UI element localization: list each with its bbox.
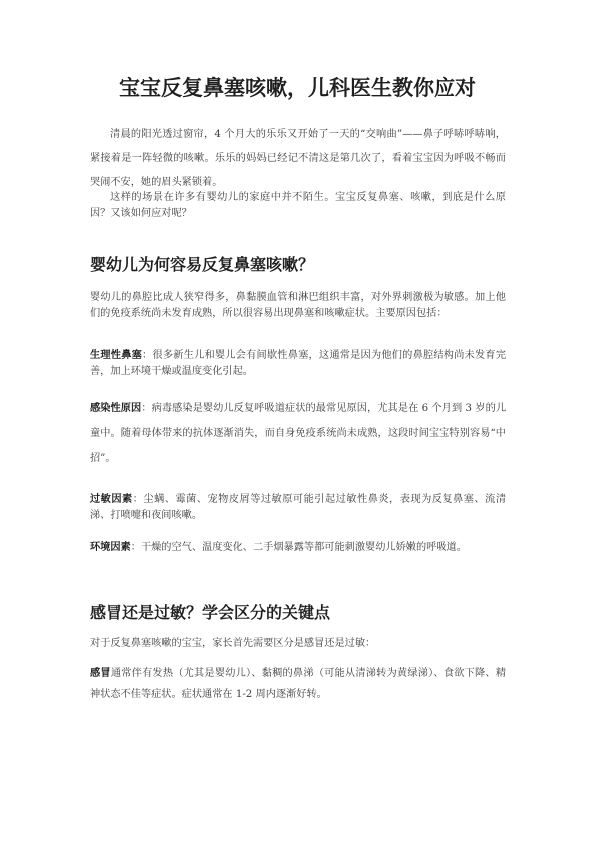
intro-paragraph-1: 清晨的阳光透过窗帘，4 个月大的乐乐又开始了一天的“交响曲”——鼻子呼哧呼哧响，紧接着是一阵轻微的咳嗽。乐乐的妈妈已经记不清这是第几次了，看着宝宝因为呼吸不畅而哭闹不安，她的眉头紧锁着。 (90, 129, 506, 188)
cause-item-allergy (90, 491, 506, 524)
cause-term: 生理性鼻塞 (90, 349, 143, 361)
intro-paragraph-2: 这样的场景在许多有婴幼儿的家庭中并不陌生。宝宝反复鼻塞、咳嗽，到底是什么原因？又该如何应对呢？ (90, 192, 506, 219)
cold-term: 感冒 (90, 667, 111, 679)
cause-text: 很多新生儿和婴儿会有间歇性鼻塞，这通常是因为他们的鼻腔结构尚未发育完善，加上环境干燥或温度变化引起。 (90, 350, 507, 377)
cause-term: 感染性原因 (90, 402, 142, 414)
cold-text: 通常伴有发热（尤其是婴幼儿）、黏稠的鼻涕（可能从清涕转为黄绿涕）、食欲下降、精神状态不佳等症状。症状通常在 1-2 周内逐渐好转。 (90, 668, 507, 700)
cause-text: 干燥的空气、温度变化、二手烟暴露等都可能刺激婴幼儿娇嫩的呼吸道。 (140, 542, 467, 553)
section-heading-cold-vs-allergy: 感冒还是过敏？学会区分的关键点 (90, 603, 331, 622)
cause-separator: ： (132, 494, 144, 505)
cause-item-environment (90, 539, 506, 556)
cause-separator: ： (130, 542, 141, 553)
cause-separator: ： (141, 403, 152, 414)
cause-term: 环境因素 (90, 541, 131, 553)
cause-term: 过敏因素 (90, 493, 133, 505)
cause-text: 尘螨、霉菌、宠物皮屑等过敏原可能引起过敏性鼻炎，表现为反复鼻塞、流清涕、打喷嚏和夜间咳嗽。 (90, 494, 507, 521)
cause-separator: ： (142, 350, 153, 361)
section-cold-lead: 对于反复鼻塞咳嗽的宝宝，家长首先需要区分是感冒还是过敏： (90, 638, 376, 649)
cause-item-physiological (90, 347, 506, 380)
section-causes-lead: 婴幼儿的鼻腔比成人狭窄得多，鼻黏膜血管和淋巴组织丰富，对外界刺激极为敏感。加上他们的免疫系统尚未发育成熟，所以很容易出现鼻塞和咳嗽症状。主要原因包括： (90, 292, 506, 319)
page-title: 宝宝反复鼻塞咳嗽，儿科医生教你应对 (119, 75, 476, 100)
section-heading-causes: 婴幼儿为何容易反复鼻塞咳嗽？ (90, 255, 315, 274)
cause-item-infection (90, 396, 506, 471)
cause-text: 病毒感染是婴幼儿反复呼吸道症状的最常见原因，尤其是在 6 个月到 3 岁的儿童中。随着母体带来的抗体逐渐消失，而自身免疫系统尚未成熟，这段时间宝宝特别容易“中招”。 (90, 403, 507, 464)
cold-item-cold (90, 663, 506, 705)
